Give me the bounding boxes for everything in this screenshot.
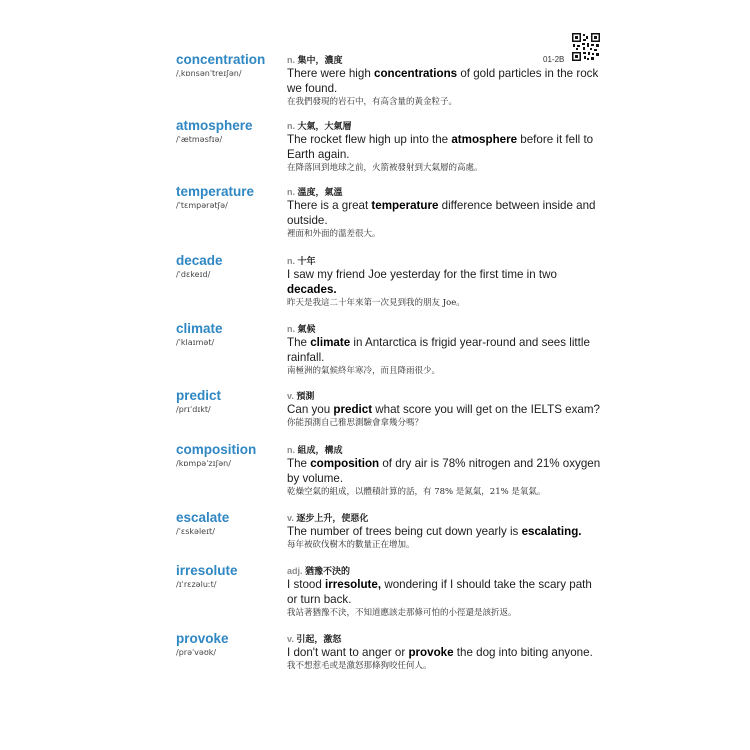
headword: predict xyxy=(176,388,222,403)
definition-line xyxy=(287,564,350,577)
headword: decade xyxy=(176,253,223,268)
part-of-speech: n. xyxy=(287,55,295,65)
example-sentence: The number of trees being cut down yearly is escalating. 每年被砍伐樹木的數量正在增加。 xyxy=(287,524,605,552)
headword: concentration xyxy=(176,52,266,67)
highlighted-word: irresolute, xyxy=(325,578,382,591)
chinese-translation: 你能預測自己雅思測驗會拿幾分嗎？ xyxy=(287,418,424,428)
example-sentence: There is a great temperature difference between inside and outside. 裡面和外面的溫差很大。 xyxy=(287,198,605,241)
highlighted-word: predict xyxy=(333,403,373,416)
highlighted-word: provoke xyxy=(408,646,454,659)
chinese-meaning: 集中，濃度 xyxy=(297,55,343,65)
headword: provoke xyxy=(176,631,229,646)
chinese-translation: 每年被砍伐樹木的數量正在增加。 xyxy=(287,540,415,550)
chinese-meaning: 預測 xyxy=(296,391,315,401)
chinese-translation: 我站著猶豫不決，不知道應該走那條可怕的小徑還是該折返。 xyxy=(287,608,517,618)
part-of-speech: v. xyxy=(287,634,294,644)
chinese-meaning: 氣候 xyxy=(297,324,316,334)
part-of-speech: v. xyxy=(287,513,294,523)
chinese-meaning: 組成，構成 xyxy=(297,445,343,455)
chinese-meaning: 溫度，氣溫 xyxy=(297,187,343,197)
pronunciation: /ˈɛskəleɪt/ xyxy=(176,527,215,536)
chinese-translation: 在我們發現的岩石中，有高含量的黃金粒子。 xyxy=(287,97,458,107)
definition-line xyxy=(287,632,341,645)
part-of-speech: n. xyxy=(287,445,295,455)
track-code: 01-2B xyxy=(543,55,565,64)
pronunciation: /ˈdɛkeɪd/ xyxy=(176,270,211,279)
part-of-speech: n. xyxy=(287,256,295,266)
definition-line xyxy=(287,185,343,198)
part-of-speech: n. xyxy=(287,121,295,131)
example-sentence: There were high concentrations of gold particles in the rock we found. 在我們發現的岩石中，有高含量的黃金粒子。 xyxy=(287,66,605,109)
chinese-translation: 昨天是我這二十年來第一次見到我的朋友 Joe。 xyxy=(287,298,465,308)
highlighted-word: concentrations xyxy=(374,67,458,80)
chinese-meaning: 引起，激怒 xyxy=(296,634,342,644)
definition-line xyxy=(287,119,352,132)
pronunciation: /prəˈvəʊk/ xyxy=(176,648,217,657)
definition-line xyxy=(287,511,368,524)
part-of-speech: adj. xyxy=(287,566,303,576)
chinese-translation: 裡面和外面的溫差很大。 xyxy=(287,229,381,239)
headword: irresolute xyxy=(176,563,238,578)
pronunciation: /ɪˈrɛzəluːt/ xyxy=(176,580,217,589)
pronunciation: /kɒmpəˈzɪʃən/ xyxy=(176,459,231,468)
highlighted-word: temperature xyxy=(371,199,439,212)
highlighted-word: composition xyxy=(310,457,380,470)
example-sentence: I don't want to anger or provoke the dog into biting anyone. 我不想惹毛或是激怒那條狗咬任何人。 xyxy=(287,645,605,673)
example-sentence: The rocket flew high up into the atmosphere before it fell to Earth again. 在降落回到地球之前，火箭被發射到大氣層的高處。 xyxy=(287,132,605,175)
pronunciation: /prɪˈdɪkt/ xyxy=(176,405,211,414)
chinese-translation: 在降落回到地球之前，火箭被發射到大氣層的高處。 xyxy=(287,163,483,173)
headword: atmosphere xyxy=(176,118,253,133)
example-sentence: Can you predict what score you will get on the IELTS exam? 你能預測自己雅思測驗會拿幾分嗎？ xyxy=(287,402,605,430)
definition-line xyxy=(287,53,343,66)
chinese-meaning: 十年 xyxy=(297,256,316,266)
pronunciation: /ˈtɛmpərətʃə/ xyxy=(176,201,228,210)
headword: climate xyxy=(176,321,223,336)
highlighted-word: escalating. xyxy=(521,525,582,538)
chinese-meaning: 逐步上升，使惡化 xyxy=(296,513,369,523)
pronunciation: /ˈklaɪmət/ xyxy=(176,338,215,347)
part-of-speech: n. xyxy=(287,187,295,197)
example-sentence: I saw my friend Joe yesterday for the first time in two decades. 昨天是我這二十年來第一次見到我的朋友 Joe。 xyxy=(287,267,605,310)
part-of-speech: v. xyxy=(287,391,294,401)
chinese-meaning: 大氣，大氣層 xyxy=(297,121,352,131)
headword: escalate xyxy=(176,510,230,525)
definition-line xyxy=(287,389,314,402)
part-of-speech: n. xyxy=(287,324,295,334)
highlighted-word: climate xyxy=(310,336,351,349)
example-sentence: I stood irresolute, wondering if I should take the scary path or turn back. 我站著猶豫不決，不知道應該走那條可怕的小徑還是該折返。 xyxy=(287,577,605,620)
chinese-translation: 我不想惹毛或是激怒那條狗咬任何人。 xyxy=(287,661,432,671)
definition-line xyxy=(287,254,316,267)
example-sentence: The climate in Antarctica is frigid year-round and sees little rainfall. 南極洲的氣候終年寒冷，而且降雨很少。 xyxy=(287,335,605,378)
chinese-translation: 南極洲的氣候終年寒冷，而且降雨很少。 xyxy=(287,366,441,376)
definition-line xyxy=(287,443,343,456)
chinese-translation: 乾燥空氣的組成，以體積計算的話，有 78% 是氮氣，21% 是氧氣。 xyxy=(287,487,546,497)
definition-line xyxy=(287,322,316,335)
headword: composition xyxy=(176,442,257,457)
pronunciation: /ˌkɒnsənˈtreɪʃən/ xyxy=(176,69,242,78)
headword: temperature xyxy=(176,184,255,199)
chinese-meaning: 猶豫不決的 xyxy=(305,566,351,576)
qr-code xyxy=(572,33,600,61)
pronunciation: /ˈætməsfɪə/ xyxy=(176,135,223,144)
example-sentence: The composition of dry air is 78% nitrogen and 21% oxygen by volume. 乾燥空氣的組成，以體積計算的話，有 78% 是氮氣，21% 是氧氣。 xyxy=(287,456,605,499)
highlighted-word: atmosphere xyxy=(451,133,518,146)
highlighted-word: decades. xyxy=(287,283,337,296)
